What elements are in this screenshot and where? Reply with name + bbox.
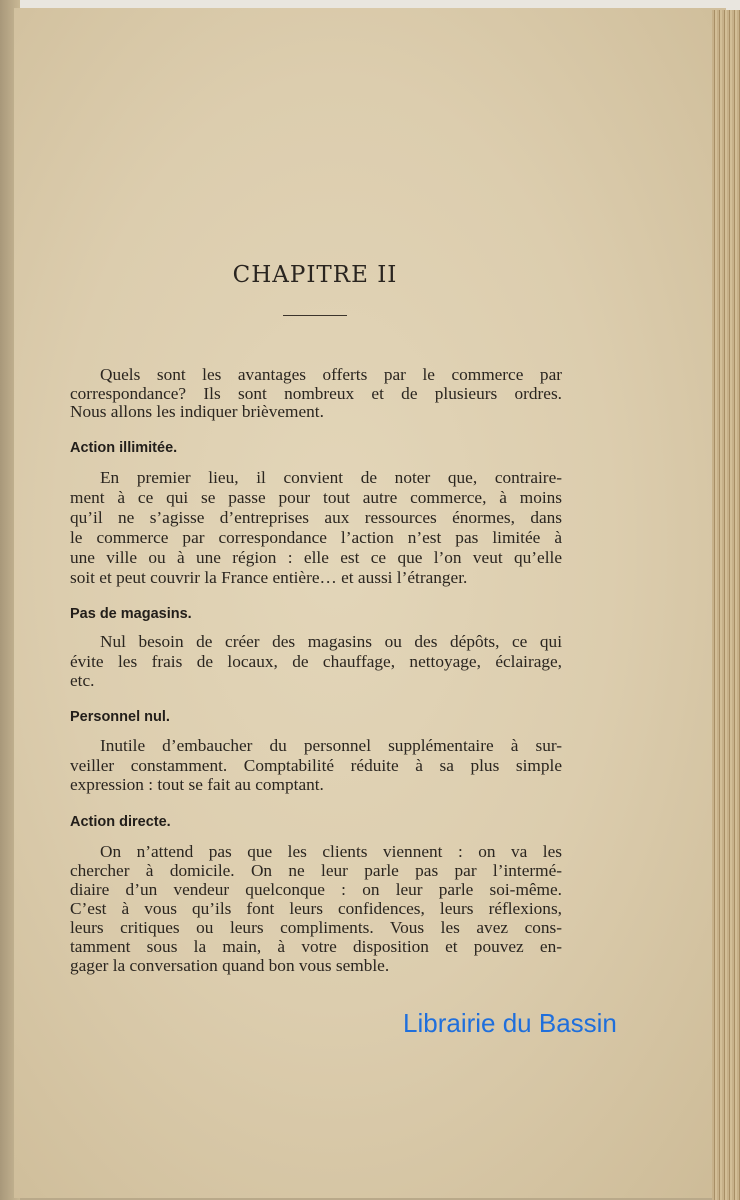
paragraph-line: En premier lieu, il convient de noter que, contraire- (100, 468, 562, 487)
paragraph-line: chercher à domicile. On ne leur parle pas par l’intermé- (70, 861, 562, 880)
paragraph-line: etc. (70, 671, 95, 690)
paragraph-line: diaire d’un vendeur quelconque : on leur parle soi-même. (70, 880, 562, 899)
paragraph-line: Inutile d’embaucher du personnel supplémentaire à sur- (100, 736, 562, 755)
paragraph-line: le commerce par correspondance l’action n’est pas limitée à (70, 528, 562, 547)
paragraph-line: correspondance? Ils sont nombreux et de plusieurs ordres. (70, 384, 562, 403)
book-page (14, 8, 726, 1198)
paragraph-line: gager la conversation quand bon vous semble. (70, 956, 390, 975)
paragraph-line: On n’attend pas que les clients viennent : on va les (100, 842, 562, 861)
paragraph-line: Quels sont les avantages offerts par le commerce par (100, 365, 562, 384)
paragraph-line: tamment sous la main, à votre disposition et pouvez en- (70, 937, 562, 956)
paragraph-line: ment à ce qui se passe pour tout autre commerce, à moins (70, 488, 562, 507)
paragraph-line: soit et peut couvrir la France entière… et aussi l’étranger. (70, 568, 468, 587)
page-stack-edge (712, 10, 740, 1200)
section-heading: Action directe. (70, 814, 171, 830)
chapter-title: CHAPITRE II (232, 262, 398, 288)
paragraph-line: C’est à vous qu’ils font leurs confidences, leurs réflexions, (70, 899, 562, 918)
paragraph-line: expression : tout se fait au comptant. (70, 775, 324, 794)
paragraph-line: une ville ou à une région : elle est ce que l’on veut qu’elle (70, 548, 562, 567)
paragraph-line: veiller constamment. Comptabilité réduite à sa plus simple (70, 756, 562, 775)
section-heading: Action illimitée. (70, 440, 178, 456)
paragraph-line: qu’il ne s’agisse d’entreprises aux ressources énormes, dans (70, 508, 562, 527)
paragraph-line: leurs critiques ou leurs compliments. Vous les avez cons- (70, 918, 562, 937)
paragraph-line: Nul besoin de créer des magasins ou des dépôts, ce qui (100, 632, 562, 651)
paragraph-line: évite les frais de locaux, de chauffage, nettoyage, éclairage, (70, 652, 562, 671)
section-heading: Personnel nul. (70, 709, 170, 725)
watermark: Librairie du Bassin (403, 1008, 617, 1038)
section-heading: Pas de magasins. (70, 606, 192, 622)
paragraph-line: Nous allons les indiquer brièvement. (70, 402, 324, 421)
title-rule (283, 315, 347, 316)
